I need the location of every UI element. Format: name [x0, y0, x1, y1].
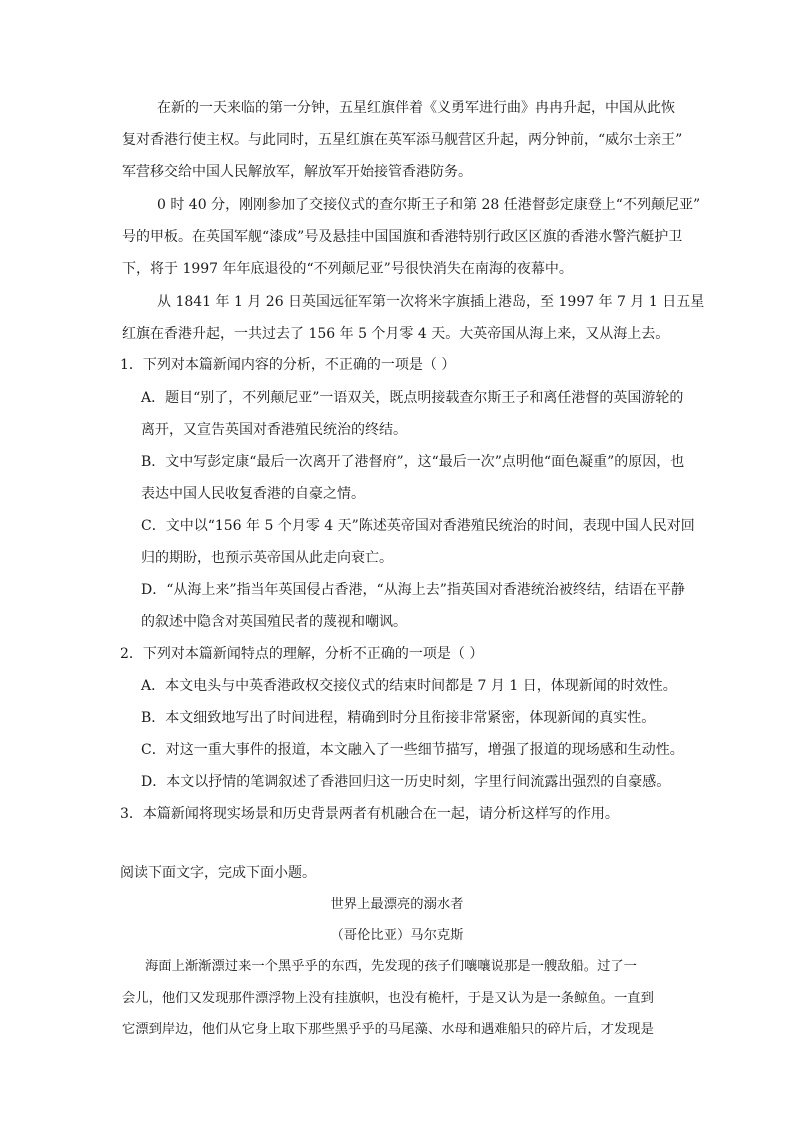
reading-author: （哥伦比亚）马尔克斯: [330, 928, 464, 943]
question-2-option-b: B．本文细致地写出了时间进程，精确到时分且衔接非常紧密，体现新闻的真实性。: [141, 710, 656, 726]
question-1-option-d-line-1: D．“从海上来”指当年英国侵占香港，“从海上去”指英国对香港统治被终结，结语在平静: [141, 582, 685, 598]
reading-title: 世界上最漂亮的溺水者: [330, 897, 464, 912]
reading-line-3: 它漂到岸边，他们从它身上取下那些黑乎乎的马尾藻、水母和遇难船只的碎片后，才发现是: [122, 1022, 654, 1037]
question-1-option-b-line-1: B．文中写彭定康“最后一次离开了港督府”，这“最后一次”点明他“面色凝重”的原因，也: [141, 454, 685, 470]
question-1-option-c-line-2: 归的期盼，也预示英帝国从此走向衰亡。: [141, 550, 393, 566]
reading-instruction: 阅读下面文字，完成下面小题。: [120, 865, 316, 881]
passage-p1-line-3: 军营移交给中国人民解放军，解放军开始接管香港防务。: [122, 164, 472, 180]
passage-p3-line-1: 从 1841 年 1 月 26 日英国远征军第一次将米字旗插上港岛，至 1997 年 7 月 1 日五星: [157, 294, 705, 310]
reading-line-1: 海面上渐渐漂过来一个黑乎乎的东西，先发现的孩子们嚷嚷说那是一艘敌船。过了一: [145, 959, 637, 974]
question-1-option-a-line-1: A．题目“别了，不列颠尼亚”一语双关，既点明接载查尔斯王子和离任港督的英国游轮的: [141, 390, 684, 406]
question-2-stem: 2．下列对本篇新闻特点的理解，分析不正确的一项是（ ）: [120, 646, 484, 662]
reading-line-2: 会儿，他们又发现那件漂浮物上没有挂旗帜，也没有桅杆，于是又认为是一条鲸鱼。一直到: [122, 991, 654, 1006]
question-1-option-a-line-2: 离开，又宣告英国对香港殖民统治的终结。: [141, 422, 407, 438]
passage-p3-line-2: 红旗在香港升起，一共过去了 156 年 5 个月零 4 天。大英帝国从海上来，又从海上去。: [122, 326, 670, 342]
question-2-option-a: A．本文电头与中英香港政权交接仪式的结束时间都是 7 月 1 日，体现新闻的时效性。: [141, 678, 677, 694]
question-1-option-b-line-2: 表达中国人民收复香港的自豪之情。: [141, 486, 365, 502]
passage-p1-line-1: 在新的一天来临的第一分钟，五星红旗伴着《义勇军进行曲》冉冉升起，中国从此恢: [157, 100, 675, 116]
question-1-option-c-line-1: C．文中以“156 年 5 个月零 4 天”陈述英帝国对香港殖民统治的时间，表现中国人民对回: [141, 518, 695, 534]
passage-p1-line-2: 复对香港行使主权。与此同时，五星红旗在英军添马舰营区升起，两分钟前，“威尔士亲王”: [122, 132, 683, 148]
question-1-option-d-line-2: 的叙述中隐含对英国殖民者的蔑视和嘲讽。: [141, 614, 407, 630]
question-3-stem: 3．本篇新闻将现实场景和历史背景两者有机融合在一起，请分析这样写的作用。: [120, 806, 619, 822]
passage-p2-line-1: 0 时 40 分，刚刚参加了交接仪式的查尔斯王子和第 28 任港督彭定康登上“不列颠尼亚”: [157, 197, 701, 213]
question-2-option-c: C．对这一重大事件的报道，本文融入了一些细节描写，增强了报道的现场感和生动性。: [141, 742, 684, 758]
question-1-stem: 1．下列对本篇新闻内容的分析，不正确的一项是（ ）: [120, 357, 456, 373]
passage-p2-line-2: 号的甲板。在英国军舰“漆成”号及悬挂中国国旗和香港特别行政区区旗的香港水警汽艇护卫: [122, 229, 683, 245]
passage-p2-line-3: 下，将于 1997 年年底退役的“不列颠尼亚”号很快消失在南海的夜幕中。: [122, 261, 573, 277]
question-2-option-d: D．本文以抒情的笔调叙述了香港回归这一历史时刻，字里行间流露出强烈的自豪感。: [141, 774, 671, 790]
